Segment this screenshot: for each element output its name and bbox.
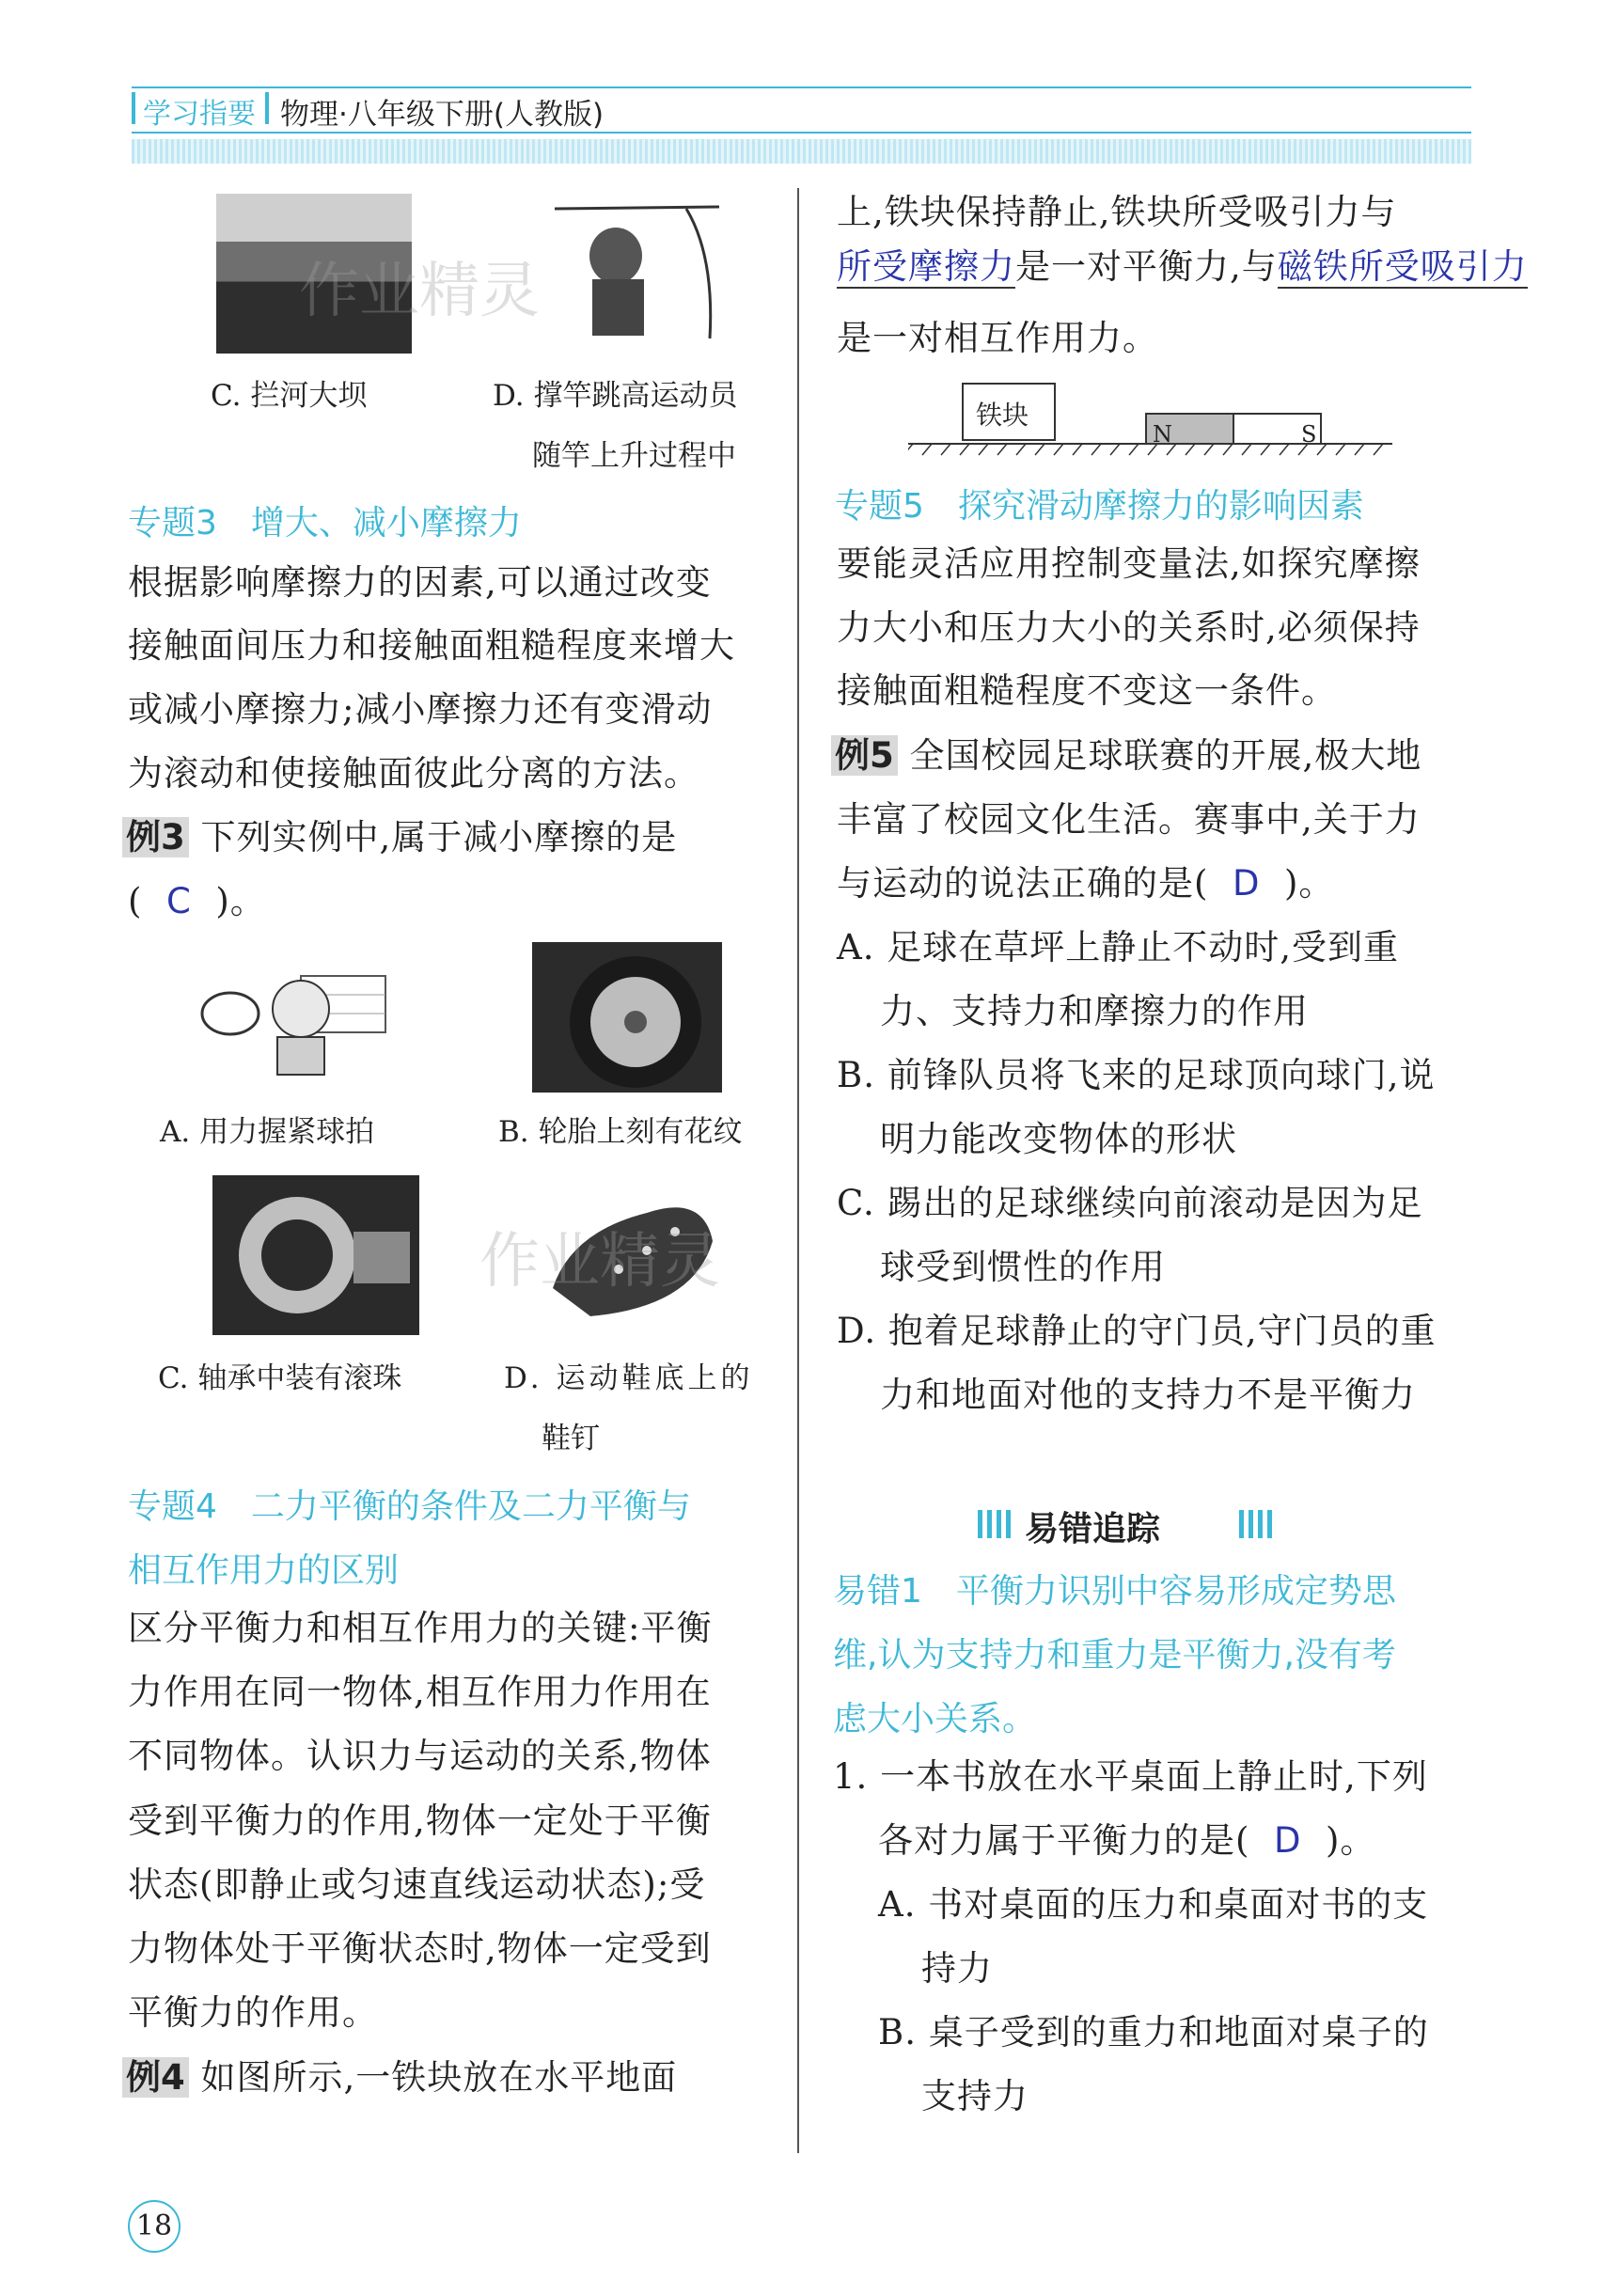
- question1-option-cont: 支持力: [921, 2076, 1029, 2116]
- iron-block-label: 铁块: [976, 400, 1029, 431]
- header-tick: [132, 92, 135, 124]
- column-divider: [797, 188, 799, 2153]
- caption-dam: C. 拦河大坝: [211, 379, 368, 413]
- topic3-line: 根据影响摩擦力的因素,可以通过改变: [128, 562, 712, 603]
- mistake-tracking-banner: 易错追踪: [1025, 1510, 1161, 1549]
- example5-option: C. 踢出的足球继续向前滚动是因为足: [837, 1183, 1423, 1223]
- topic5-heading: 专题5 探究滑动摩擦力的影响因素: [835, 487, 1364, 526]
- example5-option: A. 足球在草坪上静止不动时,受到重: [837, 927, 1400, 967]
- example3-question: [122, 819, 677, 857]
- watermark: 作业精灵: [299, 257, 540, 326]
- topic4-line: 区分平衡力和相互作用力的关键:平衡: [128, 1608, 713, 1648]
- banner-bars-left: [978, 1510, 1013, 1538]
- topic4-line: 平衡力的作用。: [128, 1992, 378, 2033]
- example5-option: B. 前锋队员将飞来的足球顶向球门,说: [837, 1055, 1436, 1095]
- tennis-boy-icon: [188, 957, 395, 1089]
- example5-option-cont: 明力能改变物体的形状: [880, 1119, 1237, 1159]
- example3-tag: 例3: [122, 817, 189, 857]
- question1-answer: D: [1273, 1820, 1302, 1861]
- header-subtitle: 学习指要: [143, 98, 256, 131]
- topic4-line: 力物体处于平衡状态时,物体一定受到: [128, 1928, 712, 1969]
- example5-line: 丰富了校园文化生活。赛事中,关于力: [837, 799, 1421, 840]
- topic5-line: 要能灵活应用控制变量法,如探究摩擦: [837, 543, 1421, 584]
- caption-spike-1: D. 运动鞋底上的: [504, 1361, 754, 1395]
- caption-racket: A. 用力握紧球拍: [160, 1115, 375, 1149]
- header-rule: [132, 132, 1471, 134]
- example5-answer-line: 与运动的说法正确的是( D )。: [837, 863, 1335, 904]
- answer-blank-1: 所受摩擦力: [837, 246, 1015, 287]
- tire-image: [532, 942, 722, 1093]
- topic5-line: 接触面粗糙程度不变这一条件。: [837, 670, 1337, 711]
- mistake1-heading-cont: 虑大小关系。: [833, 1700, 1037, 1738]
- topic4-line: 受到平衡力的作用,物体一定处于平衡: [128, 1801, 712, 1841]
- banner-bars-right: [1239, 1510, 1275, 1538]
- topic3-line: 接触面间压力和接触面粗糙程度来增大: [128, 625, 735, 666]
- header-band: [132, 139, 1471, 164]
- watermark: 作业精灵: [479, 1227, 720, 1297]
- caption-pole-vault-2: 随竿上升过程中: [532, 439, 736, 473]
- question1-option: A. 书对桌面的压力和桌面对书的支: [878, 1884, 1429, 1925]
- question1-answer-line: 各对力属于平衡力的是( D )。: [878, 1820, 1376, 1861]
- example5-option-cont: 球受到惯性的作用: [880, 1247, 1166, 1287]
- example3-answer: C: [165, 881, 192, 921]
- bearing-icon: [212, 1175, 419, 1335]
- magnet-s-label: S: [1301, 421, 1317, 448]
- example3-answer-line: ( C )。: [128, 881, 266, 921]
- example5-option: D. 抱着足球静止的守门员,守门员的重: [837, 1311, 1437, 1351]
- caption-tire: B. 轮胎上刻有花纹: [498, 1115, 743, 1149]
- example5-option-cont: 力、支持力和摩擦力的作用: [880, 991, 1309, 1031]
- example5-line: 例5 全国校园足球联赛的开展,极大地: [831, 737, 1421, 775]
- example4-text: 如图所示,一铁块放在水平地面: [200, 2057, 678, 2098]
- bearing-image: [212, 1175, 419, 1335]
- topic4-heading: 专题4 二力平衡的条件及二力平衡与: [128, 1487, 691, 1526]
- caption-bearing: C. 轴承中装有滚珠: [158, 1361, 402, 1395]
- example3-text: 下列实例中,属于减小摩擦的是: [200, 817, 678, 857]
- example4-fill-line: 所受摩擦力是一对平衡力,与磁铁所受吸引力: [837, 246, 1528, 287]
- mistake1-heading-cont: 维,认为支持力和重力是平衡力,没有考: [833, 1636, 1396, 1675]
- answer-blank-2: 磁铁所受吸引力: [1277, 246, 1528, 287]
- example5-tag: 例5: [831, 735, 898, 776]
- caption-spike-2: 鞋钉: [542, 1422, 600, 1455]
- header-title: 物理·八年级下册(人教版): [280, 98, 605, 132]
- example4-line: 上,铁块保持静止,铁块所受吸引力与: [837, 192, 1397, 232]
- topic3-line: 为滚动和使接触面彼此分离的方法。: [128, 753, 699, 794]
- question1-line: 1. 一本书放在水平桌面上静止时,下列: [833, 1756, 1428, 1797]
- example5-answer: D: [1232, 863, 1261, 904]
- magnet-n-label: N: [1153, 421, 1172, 448]
- caption-pole-vault-1: D. 撑竿跳高运动员: [493, 379, 738, 413]
- tire-icon: [532, 942, 722, 1093]
- topic4-line: 状态(即静止或匀速直线运动状态);受: [128, 1864, 706, 1905]
- example4-tag: 例4: [122, 2057, 189, 2098]
- topic3-heading: 专题3 增大、减小摩擦力: [128, 504, 522, 543]
- topic4-heading-cont: 相互作用力的区别: [128, 1551, 400, 1590]
- question1-option: B. 桌子受到的重力和地面对桌子的: [878, 2012, 1429, 2052]
- page-number: 18: [128, 2200, 181, 2253]
- tennis-boy-image: [188, 957, 395, 1089]
- pole-vaulter-icon: [545, 199, 724, 340]
- topic5-line: 力大小和压力大小的关系时,必须保持: [837, 607, 1421, 648]
- example4-line: 是一对相互作用力。: [837, 318, 1158, 358]
- topic4-line: 力作用在同一物体,相互作用力作用在: [128, 1672, 712, 1712]
- example4-question: [122, 2059, 677, 2097]
- header-tick: [265, 92, 269, 124]
- header-top-rule: [132, 86, 1471, 88]
- mistake1-heading: 易错1 平衡力识别中容易形成定势思: [833, 1572, 1396, 1611]
- example5-option-cont: 力和地面对他的支持力不是平衡力: [880, 1375, 1416, 1415]
- question1-option-cont: 持力: [921, 1948, 993, 1989]
- pole-vault-image: [545, 199, 724, 340]
- topic3-line: 或减小摩擦力;减小摩擦力还有变滑动: [128, 689, 713, 730]
- topic4-line: 不同物体。认识力与运动的关系,物体: [128, 1736, 712, 1776]
